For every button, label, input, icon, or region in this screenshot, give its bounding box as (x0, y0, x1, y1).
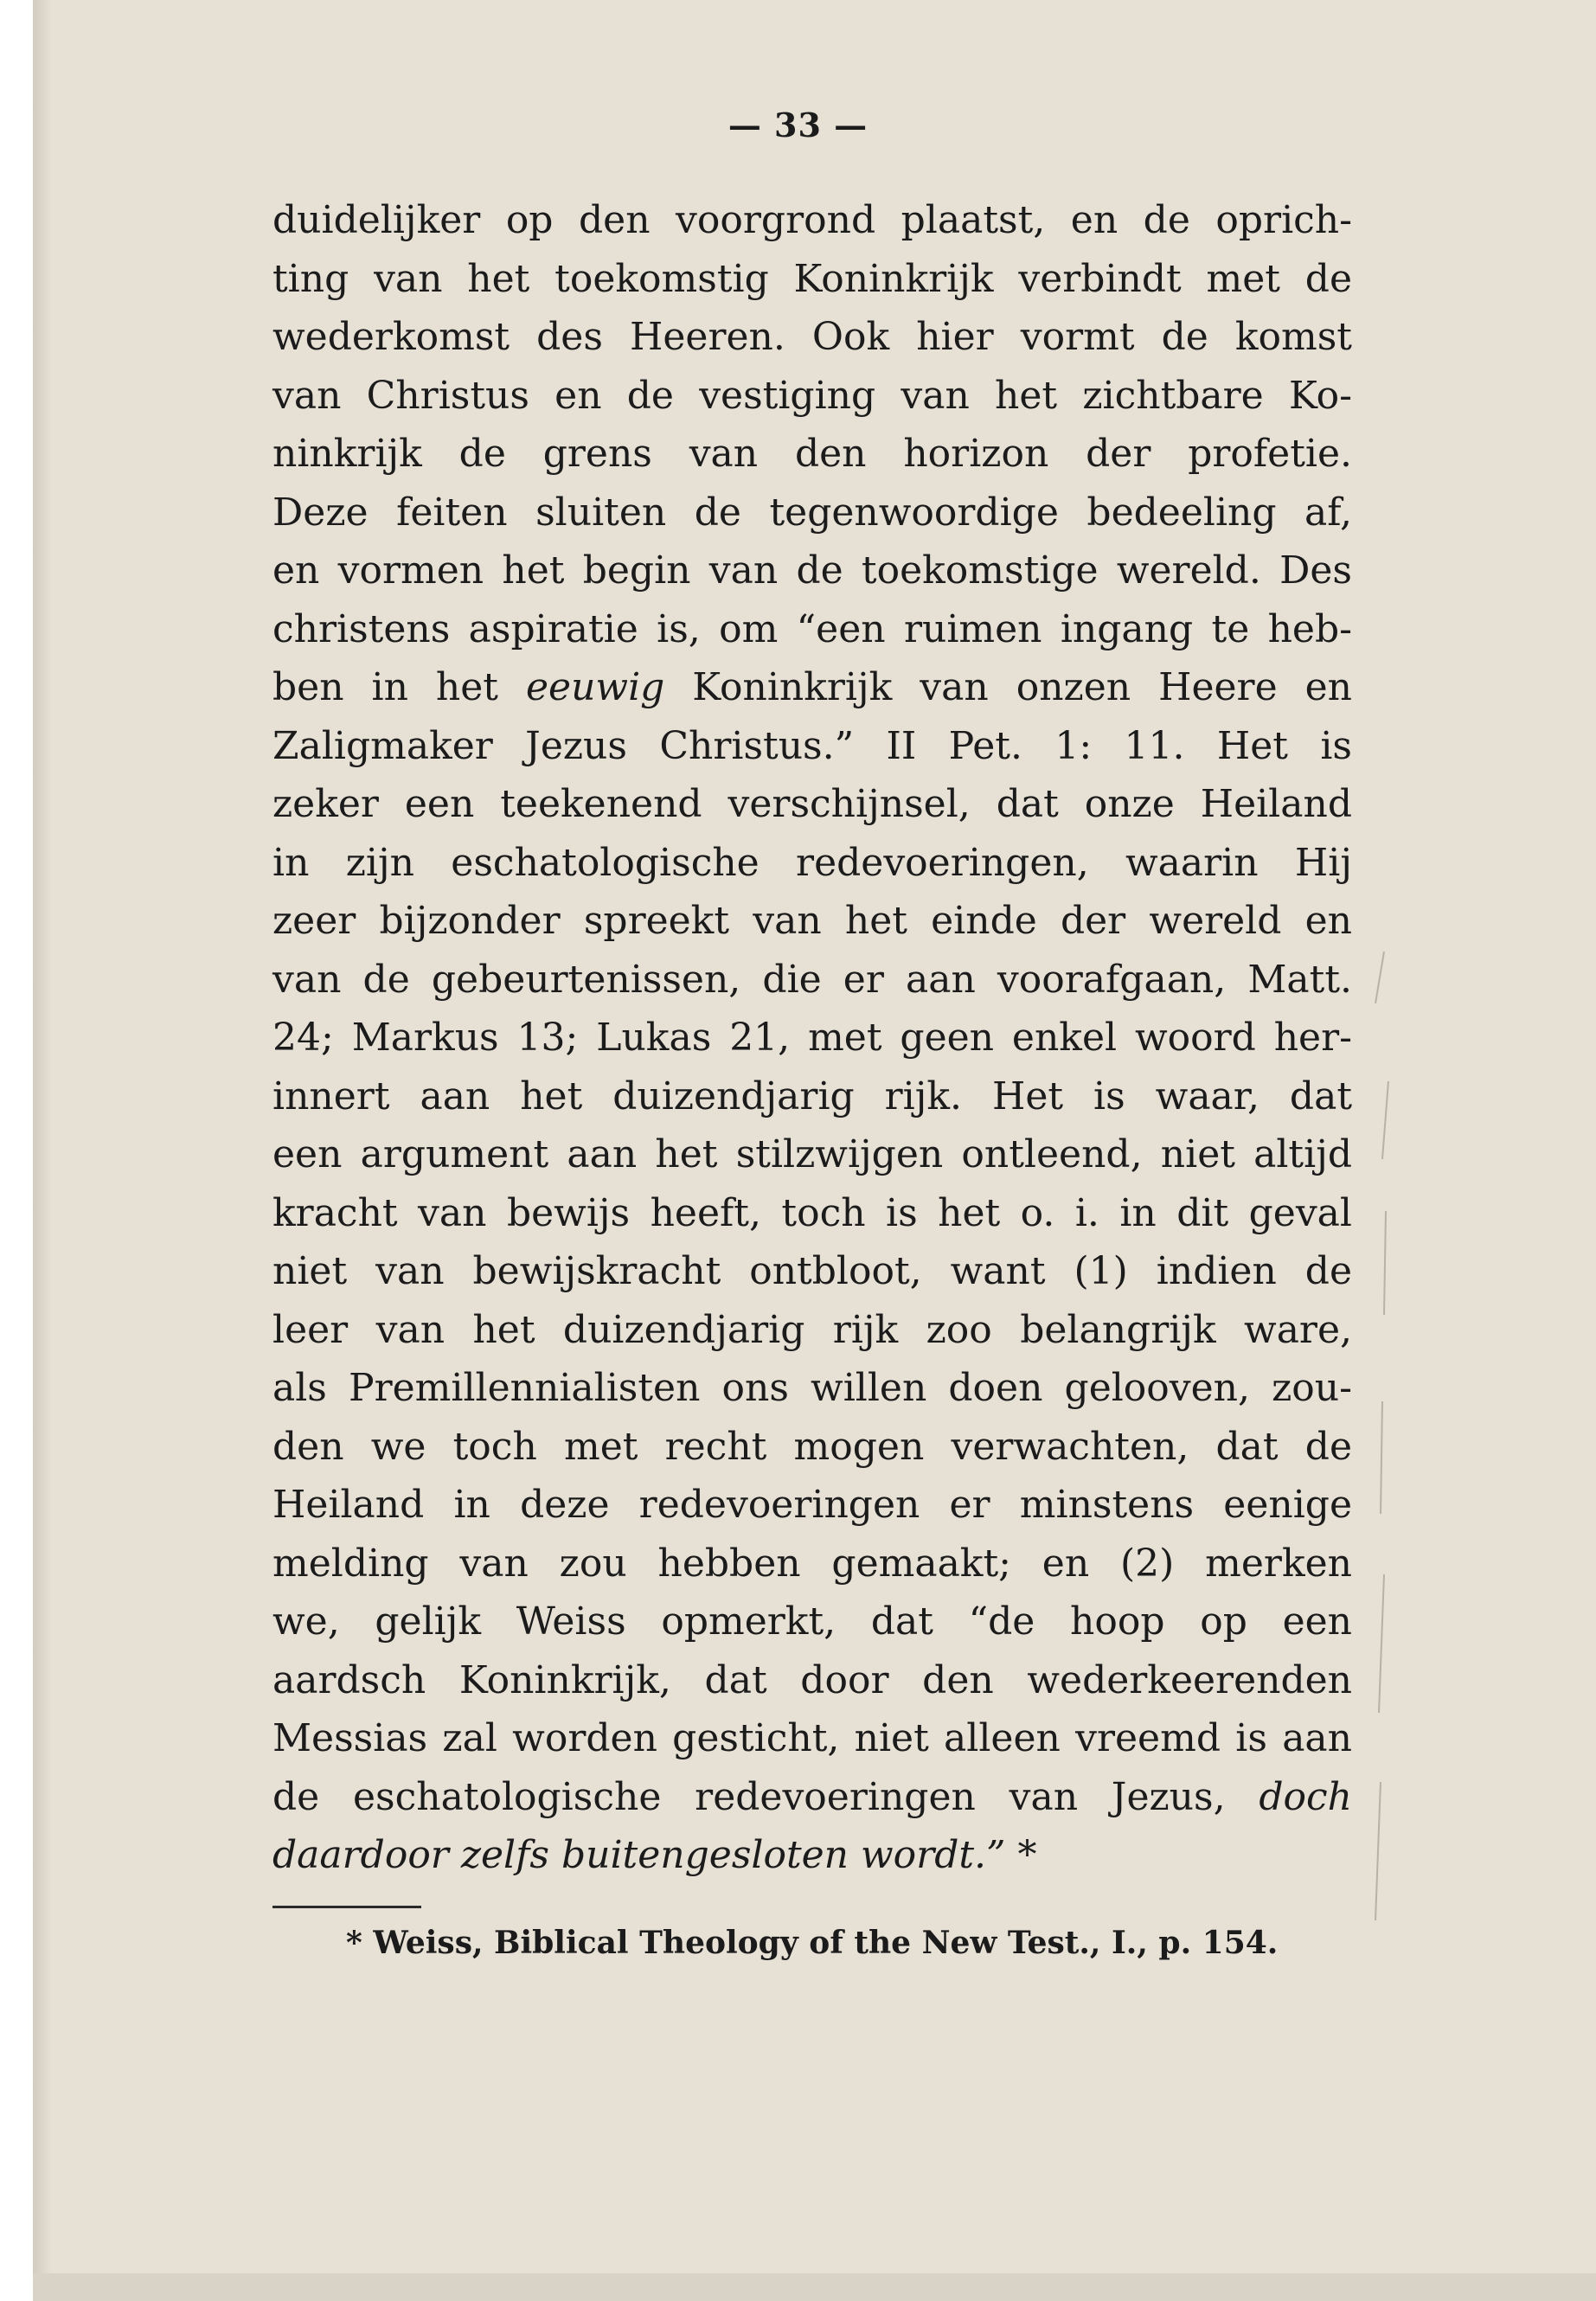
footnote: * Weiss, Biblical Theology of the New Test., I., p. 154. (346, 1925, 1279, 1961)
text-line: en vormen het begin van de toekomstige wereld. Des (272, 548, 1352, 593)
text-segment: * (1005, 1833, 1037, 1877)
text-segment: ben in het (272, 665, 526, 709)
text-line: zeer bijzonder spreekt van het einde der wereld en (272, 899, 1352, 943)
text-line: 24; Markus 13; Lukas 21, met geen enkel woord her- (272, 1016, 1352, 1060)
scan-bottom-edge (33, 2273, 1596, 2301)
text-line: melding van zou hebben gemaakt; en (2) merken (272, 1541, 1352, 1586)
text-line: we, gelijk Weiss opmerkt, dat “de hoop op een (272, 1599, 1352, 1644)
text-line: kracht van bewijs heeft, toch is het o. i. in dit geval (272, 1190, 1352, 1235)
text-line: christens aspiratie is, om “een ruimen ingang te heb- (272, 606, 1352, 651)
text-line: niet van bewijskracht ontbloot, want (1) indien de (272, 1249, 1352, 1293)
text-line: ninkrijk de grens van den horizon der profetie. (272, 432, 1352, 476)
text-line: zeker een teekenend verschijnsel, dat onze Heiland (272, 782, 1352, 826)
text-line (272, 658, 1352, 717)
body-text (272, 191, 1352, 1885)
text-segment: de eschatologische redevoeringen van Jezus, (272, 1774, 1259, 1819)
text-line (272, 1826, 1352, 1885)
text-line: in zijn eschatologische redevoeringen, waarin Hij (272, 840, 1352, 885)
text-segment: Koninkrijk van onzen Heere en (664, 665, 1352, 709)
text-line: leer van het duizendjarig rijk zoo belangrijk ware, (272, 1307, 1352, 1352)
italic-emphasis: daardoor zelfs buitengesloten wordt.” (272, 1833, 1006, 1877)
text-line: van de gebeurtenissen, die er aan voorafgaan, Matt. (272, 957, 1352, 1002)
text-line: Heiland in deze redevoeringen er minstens eenige (272, 1483, 1352, 1527)
italic-emphasis: doch (1259, 1774, 1352, 1819)
page-number: — 33 — (727, 106, 869, 144)
text-line: duidelijker op den voorgrond plaatst, en de oprich- (272, 198, 1352, 242)
text-line: innert aan het duizendjarig rijk. Het is waar, dat (272, 1074, 1352, 1118)
text-line: een argument aan het stilzwijgen ontleend, niet altijd (272, 1132, 1352, 1176)
text-line: Zaligmaker Jezus Christus.” II Pet. 1: 11. Het is (272, 723, 1352, 768)
text-line: wederkomst des Heeren. Ook hier vormt de komst (272, 315, 1352, 359)
gutter-shadow (33, 0, 52, 2301)
text-line: als Premillennialisten ons willen doen gelooven, zou- (272, 1366, 1352, 1410)
paper-crease-marks (1349, 952, 1401, 1990)
text-line: den we toch met recht mogen verwachten, dat de (272, 1424, 1352, 1469)
text-line: Messias zal worden gesticht, niet alleen vreemd is aan (272, 1716, 1352, 1760)
italic-emphasis: eeuwig (525, 665, 665, 709)
text-line (272, 1768, 1352, 1827)
text-line: aardsch Koninkrijk, dat door den wederkeerenden (272, 1657, 1352, 1702)
text-line: van Christus en de vestiging van het zichtbare Ko- (272, 373, 1352, 418)
text-line: ting van het toekomstig Koninkrijk verbindt met de (272, 256, 1352, 301)
text-line: Deze feiten sluiten de tegenwoordige bedeeling af, (272, 490, 1352, 535)
footnote-rule (272, 1906, 421, 1908)
